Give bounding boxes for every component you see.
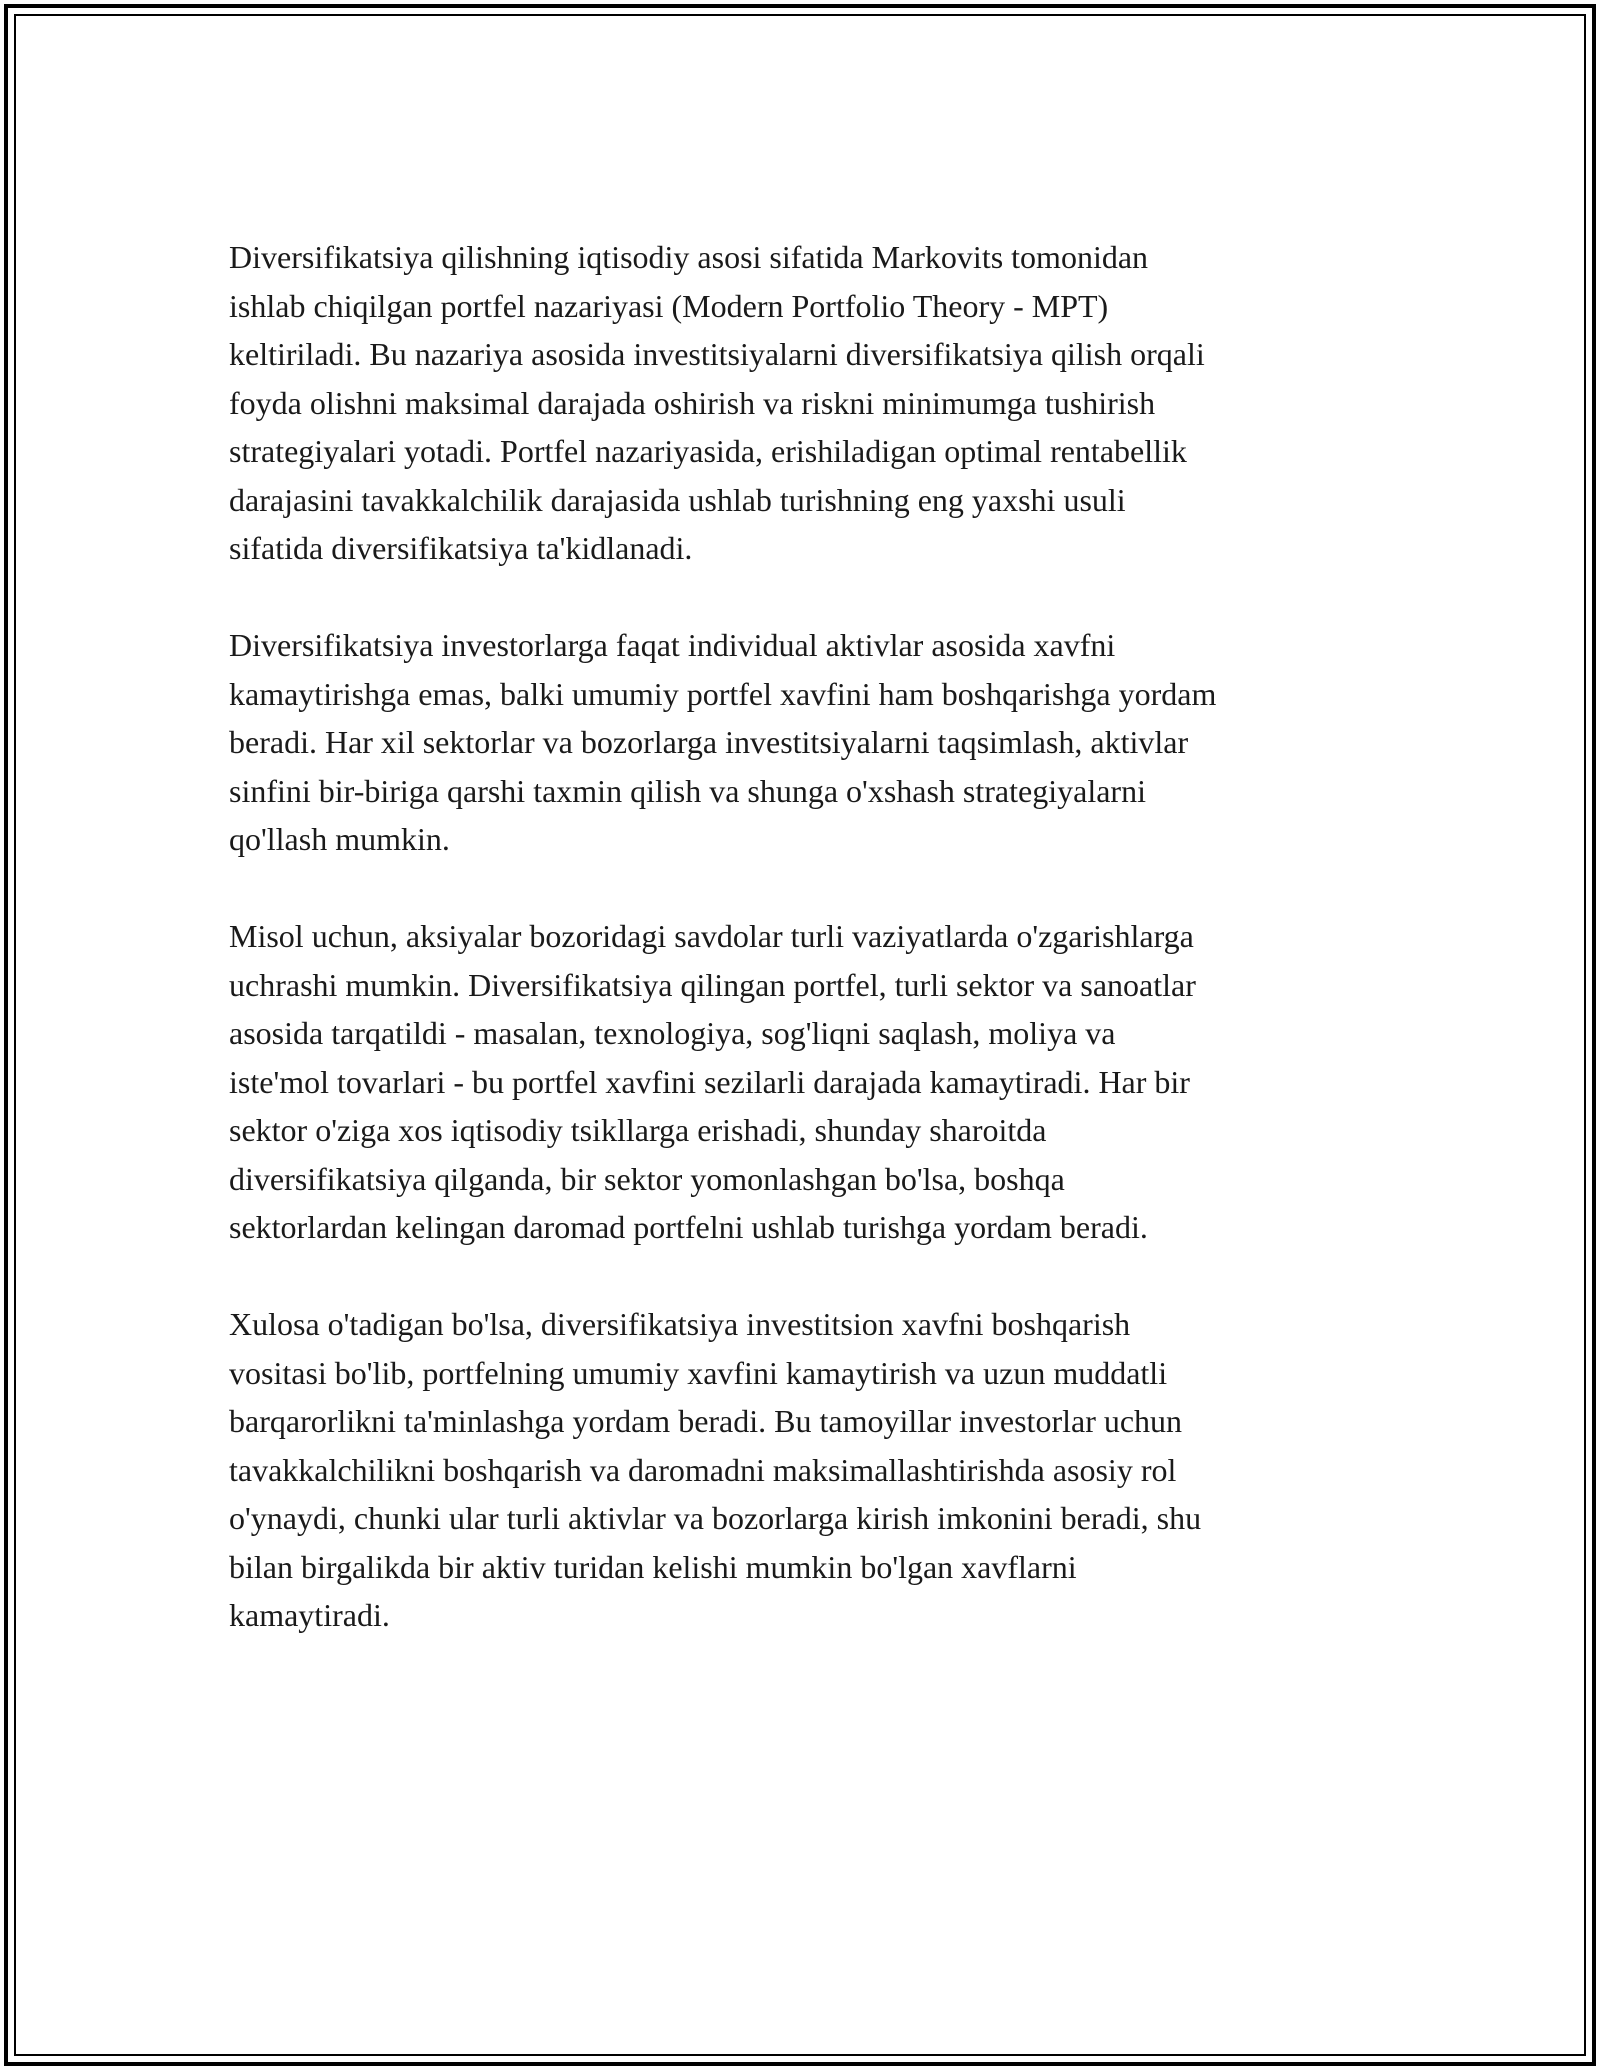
paragraph-portfolio-risk bbox=[229, 621, 1379, 864]
paragraph-line: beradi. Har xil sektorlar va bozorlarga investitsiyalarni taqsimlash, aktivlar bbox=[229, 724, 1189, 760]
paragraph-line: sektorlardan kelingan daromad portfelni ushlab turishga yordam beradi. bbox=[229, 1209, 1148, 1245]
paragraph-line: sektor o'ziga xos iqtisodiy tsikllarga erishadi, shunday sharoitda bbox=[229, 1112, 1047, 1148]
paragraph-line: barqarorlikni ta'minlashga yordam beradi. Bu tamoyillar investorlar uchun bbox=[229, 1403, 1183, 1439]
paragraph-line: ishlab chiqilgan portfel nazariyasi (Modern Portfolio Theory - MPT) bbox=[229, 287, 1109, 324]
paragraph-line: Misol uchun, aksiyalar bozoridagi savdolar turli vaziyatlarda o'zgarishlarga bbox=[229, 918, 1194, 954]
paragraph-line: vositasi bo'lib, portfelning umumiy xavfini kamaytirish va uzun muddatli bbox=[229, 1354, 1168, 1391]
paragraph-line: sifatida diversifikatsiya ta'kidlanadi. bbox=[229, 530, 693, 566]
paragraph-line: asosida tarqatildi - masalan, texnologiya, sog'liqni saqlash, moliya va bbox=[229, 1015, 1116, 1051]
paragraph-line: kamaytirishga emas, balki umumiy portfel xavfini ham boshqarishga yordam bbox=[229, 675, 1217, 712]
paragraph-markowitz-theory bbox=[229, 233, 1379, 573]
paragraph-line: foyda olishni maksimal darajada oshirish va riskni minimumga tushirish bbox=[229, 384, 1156, 421]
paragraph-line: uchrashi mumkin. Diversifikatsiya qilingan portfel, turli sektor va sanoatlar bbox=[229, 966, 1196, 1003]
paragraph-line: Diversifikatsiya investorlarga faqat individual aktivlar asosida xavfni bbox=[229, 627, 1116, 663]
paragraph-conclusion bbox=[229, 1300, 1379, 1640]
paragraph-line: qo'llash mumkin. bbox=[229, 821, 450, 857]
paragraph-example bbox=[229, 912, 1379, 1252]
paragraph-line: darajasini tavakkalchilik darajasida ushlab turishning eng yaxshi usuli bbox=[229, 481, 1126, 518]
paragraph-line: Xulosa o'tadigan bo'lsa, diversifikatsiya investitsion xavfni boshqarish bbox=[229, 1306, 1131, 1342]
paragraph-line: o'ynaydi, chunki ular turli aktivlar va bozorlarga kirish imkonini beradi, shu bbox=[229, 1500, 1202, 1536]
document-body bbox=[229, 233, 1379, 1688]
paragraph-line: iste'mol tovarlari - bu portfel xavfini sezilarli darajada kamaytiradi. Har bir bbox=[229, 1063, 1190, 1100]
paragraph-line: kamaytiradi. bbox=[229, 1597, 390, 1633]
paragraph-line: bilan birgalikda bir aktiv turidan kelishi mumkin bo'lgan xavflarni bbox=[229, 1548, 1077, 1585]
paragraph-line: tavakkalchilikni boshqarish va daromadni maksimallashtirishda asosiy rol bbox=[229, 1451, 1177, 1488]
paragraph-line: strategiyalari yotadi. Portfel nazariyasida, erishiladigan optimal rentabellik bbox=[229, 433, 1187, 469]
paragraph-line: keltiriladi. Bu nazariya asosida investitsiyalarni diversifikatsiya qilish orqali bbox=[229, 336, 1205, 372]
paragraph-line: sinfini bir-biriga qarshi taxmin qilish va shunga o'xshash strategiyalarni bbox=[229, 772, 1146, 809]
paragraph-line: diversifikatsiya qilganda, bir sektor yomonlashgan bo'lsa, boshqa bbox=[229, 1160, 1065, 1197]
paragraph-line: Diversifikatsiya qilishning iqtisodiy asosi sifatida Markovits tomonidan bbox=[229, 239, 1149, 275]
